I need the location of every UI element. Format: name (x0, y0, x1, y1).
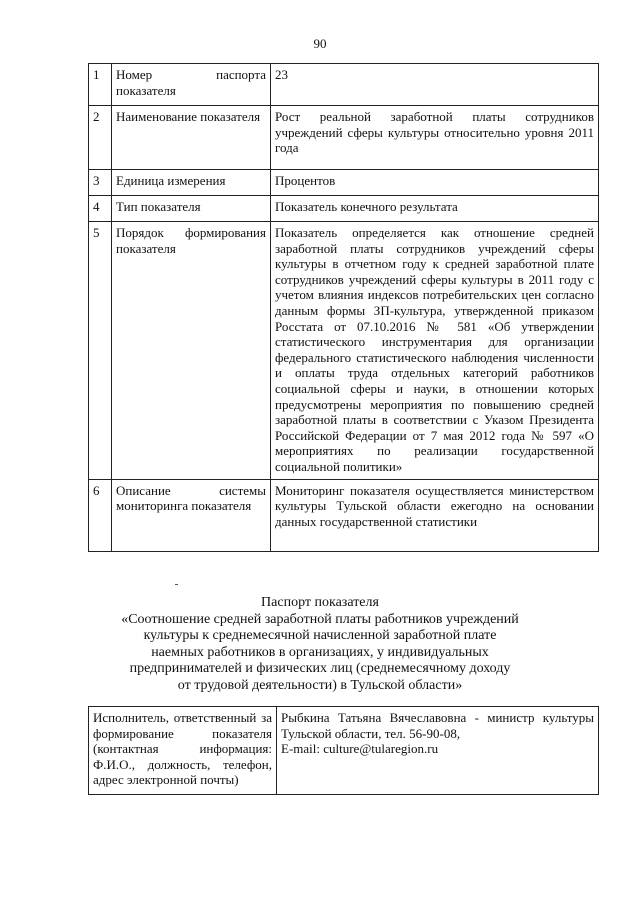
row-value: Показатель определяется как отношение средней заработной платы сотрудников учреждений сферы культуры в отчетном году к средней заработной плате сотрудников учреждений сферы культуры в 2011 году с учетом влияния индексов потребительских цен согласно данным формы ЗП-культура, утвержденной приказом Росстата от 07.10.2016 № 581 «Об утверждении статистического инструментария для организации федерального статистического наблюдения численности и оплаты труда отдельных категорий работников социальной сферы и науки, в отношении которых предусмотрены мероприятия по повышению средней заработной платы в соответствии с Указом Президента Российской Федерации от 7 мая 2012 года № 597 «О мероприятиях по реализации государственной социальной политики» (271, 222, 599, 480)
table-row (89, 106, 599, 170)
row-number: 4 (89, 196, 112, 222)
row-number: 5 (89, 222, 112, 480)
table-row (89, 707, 599, 795)
row-number: 6 (89, 479, 112, 551)
row-value: Процентов (271, 170, 599, 196)
row-label: Номер паспорта показателя (112, 64, 271, 106)
table-row (89, 479, 599, 551)
row-label: Описание системы мониторинга показателя (112, 479, 271, 551)
table-row (89, 196, 599, 222)
passport-line: от трудовой деятельности) в Тульской области» (177, 677, 463, 693)
row-value: Рост реальной заработной платы сотрудников учреждений сферы культуры относительно уровня 2011 года (271, 106, 599, 170)
contact-label: Исполнитель, ответственный за формирование показателя (контактная информация: Ф.И.О., должность, телефон, адрес электронной почты) (89, 707, 277, 795)
row-label: Тип показателя (112, 196, 271, 222)
table-row (89, 64, 599, 106)
passport-line: «Соотношение средней заработной платы работников учреждений (121, 611, 519, 627)
passport-heading (0, 595, 640, 694)
contact-table (88, 706, 599, 795)
passport-line: культуры к среднемесячной начисленной заработной плате (143, 628, 497, 643)
row-value: Показатель конечного результата (271, 196, 599, 222)
contact-name-phone: Рыбкина Татьяна Вячеславовна - министр культуры Тульской области, тел. 56-90-08, (281, 710, 594, 741)
contact-email: E-mail: culture@tularegion.ru (281, 741, 439, 757)
row-number: 2 (89, 106, 112, 170)
contact-value (277, 707, 599, 795)
row-label: Наименование показателя (112, 106, 271, 170)
row-label: Порядок формирования показателя (112, 222, 271, 480)
table-row (89, 170, 599, 196)
passport-line: наемных работников в организациях, у индивидуальных (151, 644, 489, 660)
page-number: 90 (313, 36, 327, 51)
row-value: Мониторинг показателя осуществляется министерством культуры Тульской области ежегодно на основании данных государственной статистики (271, 479, 599, 551)
row-label: Единица измерения (112, 170, 271, 196)
indicator-passport-table (88, 63, 599, 552)
row-value: 23 (271, 64, 599, 106)
row-number: 1 (89, 64, 112, 106)
passport-line: предпринимателей и физических лиц (среднемесячному доходу (129, 661, 511, 676)
scan-mark (175, 584, 178, 585)
row-number: 3 (89, 170, 112, 196)
passport-title: Паспорт показателя (261, 595, 379, 610)
table-row (89, 222, 599, 480)
